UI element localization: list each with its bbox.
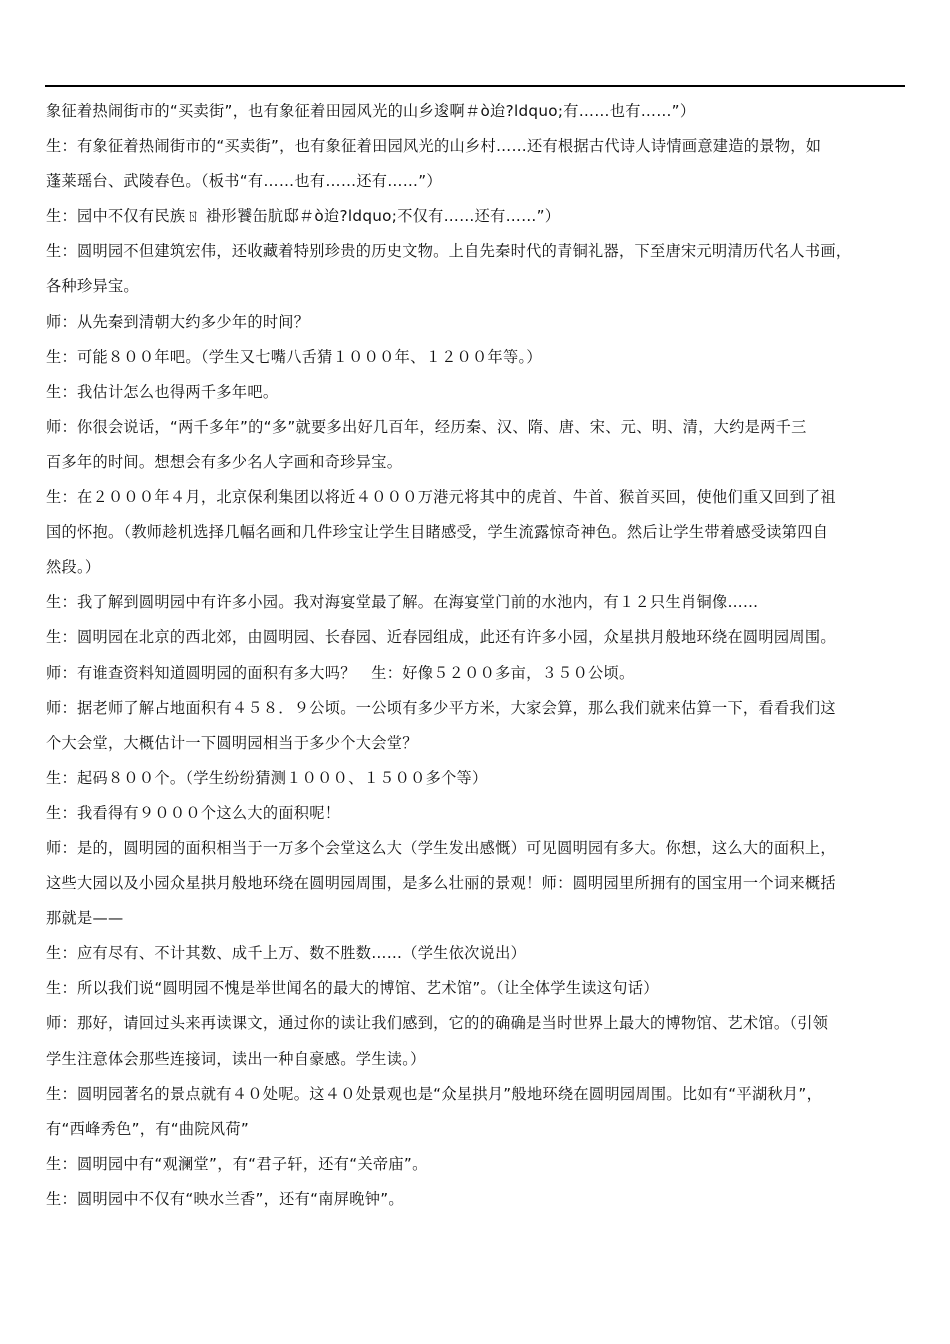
text-line: 生：圆明园中不仅有“映水兰香”，还有“南屏晚钟”。 xyxy=(46,1189,404,1208)
text-line: 个大会堂，大概估计一下圆明园相当于多少个大会堂？ xyxy=(46,733,418,752)
text-line: 国的怀抱。（教师趁机选择几幅名画和几件珍宝让学生目睹感受，学生流露惊奇神色。然后让学生带着感受读第四自 xyxy=(46,523,829,542)
text-line: 这些大园以及小园众星拱月般地环绕在圆明园周围，是多么壮丽的景观！师：圆明园里所拥有的国宝用一个词来概括 xyxy=(46,874,836,893)
text-line: 师：那好，请回过头来再读课文，通过你的读让我们感到，它的的确确是当时世界上最大的博物馆、艺术馆。（引领 xyxy=(46,1014,829,1033)
text-line: 各种珍异宝。 xyxy=(46,277,139,296)
text-line: 生：圆明园在北京的西北郊，由圆明园、长春园、近春园组成，此还有许多小园，众星拱月般地环绕在圆明园周围。 xyxy=(46,628,836,647)
text-line: 生：在２０００年４月，北京保利集团以将近４０００万港元将其中的虎首、牛首、猴首买回，使他们重又回到了祖 xyxy=(46,488,836,507)
text-line: 师：据老师了解占地面积有４５８．９公顷。一公顷有多少平方米，大家会算，那么我们就来估算一下，看看我们这 xyxy=(46,698,836,717)
text-line: 生：我看得有９０００个这么大的面积呢！ xyxy=(46,803,341,822)
header-rule xyxy=(45,85,905,87)
text-line: 生：我了解到圆明园中有许多小园。我对海宴堂最了解。在海宴堂门前的水池内，有１２只生肖铜像…… xyxy=(46,593,759,612)
text-line: 那就是—— xyxy=(46,909,124,928)
text-line: 生：圆明园不但建筑宏伟，还收藏着特别珍贵的历史文物。上自先秦时代的青铜礼器，下至唐宋元明清历代名人书画， xyxy=(46,242,852,261)
text-line: 生：有象征着热闹街市的“买卖街”，也有象征着田园风光的山乡村……还有根据古代诗人诗情画意建造的景物，如 xyxy=(46,137,822,156)
text-line: 生：可能８００年吧。（学生又七嘴八舌猜１０００年、１２００年等。） xyxy=(46,347,542,366)
text-line: 蓬莱瑶台、武陵春色。（板书“有……也有……还有……”） xyxy=(46,172,442,191)
text-line: 生：园中不仅有民族ㄖ 褂形饕缶肮邸＃ò迨?ldquo;不仅有……还有……”） xyxy=(46,207,561,226)
text-line: 生：起码８００个。（学生纷纷猜测１０００、１５００多个等） xyxy=(46,768,488,787)
text-line: 生：圆明园中有“观澜堂”，有“君子轩，还有“关帝庙”。 xyxy=(46,1154,428,1173)
text-line: 生：应有尽有、不计其数、成千上万、数不胜数……（学生依次说出） xyxy=(46,944,527,963)
text-line: 生：我估计怎么也得两千多年吧。 xyxy=(46,382,279,401)
text-line: 师：从先秦到清朝大约多少年的时间？ xyxy=(46,312,310,331)
text-line: 然段。） xyxy=(46,558,101,577)
text-line: 生：所以我们说“圆明园不愧是举世闻名的最大的博馆、艺术馆”。（让全体学生读这句话） xyxy=(46,979,659,998)
text-line: 象征着热闹街市的“买卖街”，也有象征着田园风光的山乡逡啊＃ò迨?ldquo;有……也有……”） xyxy=(46,102,696,120)
text-line: 有“西峰秀色”，有“曲院风荷” xyxy=(46,1119,250,1138)
text-line: 学生注意体会那些连接词，读出一种自豪感。学生读。） xyxy=(46,1049,426,1068)
document-body xyxy=(46,94,910,1217)
text-line: 师：有谁查资料知道圆明园的面积有多大吗？ 生：好像５２００多亩，３５０公顷。 xyxy=(46,663,635,682)
text-line: 百多年的时间。想想会有多少名人字画和奇珍异宝。 xyxy=(46,452,403,471)
text-line: 师：你很会说话，“两千多年”的“多”就要多出好几百年，经历秦、汉、隋、唐、宋、元、明、清，大约是两千三 xyxy=(46,417,807,436)
text-line: 生：圆明园著名的景点就有４０处呢。这４０处景观也是“众星拱月”般地环绕在圆明园周围。比如有“平湖秋月”， xyxy=(46,1084,823,1103)
text-line: 师：是的，圆明园的面积相当于一万多个会堂这么大（学生发出感慨）可见圆明园有多大。你想，这么大的面积上， xyxy=(46,838,836,857)
